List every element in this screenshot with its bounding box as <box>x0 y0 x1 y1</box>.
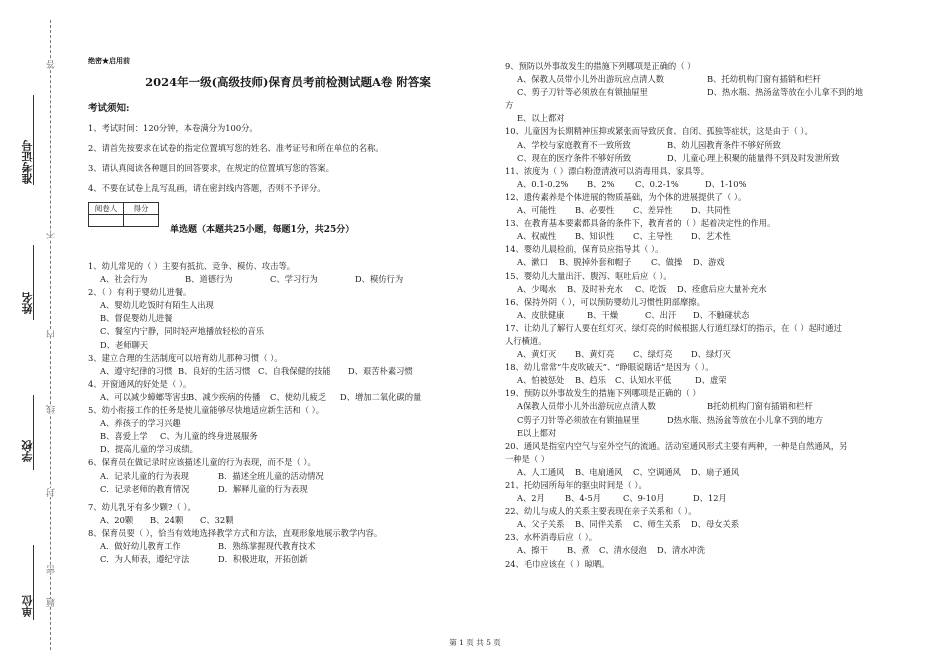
option-row <box>505 230 925 243</box>
question: 12、遗传素养是个体进展的物质基础，为个体的进展提供了（ ）。 <box>505 191 747 202</box>
question: 9、预防以外事故发生的措施下列哪项是正确的（ ） <box>505 61 696 71</box>
option[interactable]: D、模仿行为 <box>355 274 404 285</box>
option[interactable]: D、增加二氧化碳的量 <box>340 391 422 402</box>
question: 19、预防以外事故发生的措施下列哪项是正确的（ ） <box>505 388 701 399</box>
option[interactable]: D、艰苦朴素习惯 <box>348 365 413 376</box>
option[interactable]: B、电扇通风 <box>575 466 623 477</box>
option-row <box>505 178 925 191</box>
option[interactable]: C、自我保健的技能 <box>258 365 331 376</box>
question: 15、婴幼儿大量出汗、腹泻、呕吐后应（ ）。 <box>505 270 672 281</box>
option[interactable]: C、主导性 <box>633 231 673 242</box>
option[interactable]: D、老师聊天 <box>100 339 149 350</box>
school-label: 学校 <box>21 440 34 462</box>
option[interactable]: D、儿童心理上积聚的能量得不到及时发泄所致 <box>667 152 840 163</box>
school-field[interactable] <box>33 395 34 470</box>
option-row <box>88 553 488 566</box>
option[interactable]: A、皮肤健康 <box>517 309 565 320</box>
seal-mark: 线 <box>47 405 57 414</box>
option-row <box>88 514 488 527</box>
option[interactable]: B、喜爱上学 <box>100 431 148 442</box>
option[interactable]: B、良好的生活习惯 <box>178 365 251 376</box>
option[interactable]: D、虚荣 <box>695 375 727 386</box>
option[interactable]: C、学习行为 <box>270 274 318 285</box>
option[interactable]: D热水瓶、热汤盆等放在小儿拿不到的地方 <box>667 414 823 425</box>
notice-heading: 考试须知: <box>88 103 130 114</box>
question: 8、保育员要（ ），恰当有效地选择教学方式和方法，直观形象地展示教学内容。 <box>88 527 383 538</box>
option[interactable]: D、清水冲洗 <box>657 545 706 556</box>
unit-label: 单位 <box>21 595 34 617</box>
option-row <box>88 273 488 286</box>
question: 16、保持外阴（ ），可以预防婴幼儿习惯性阴部摩擦。 <box>505 296 705 307</box>
binding-strip <box>0 0 70 671</box>
question: 22、幼儿与成人的关系主要表现在亲子关系和（ ）。 <box>505 506 697 517</box>
option-row <box>88 430 488 443</box>
option[interactable]: C、9-10月 <box>623 493 665 504</box>
score-header: 得分 <box>124 203 159 215</box>
exam-title: 2024年一级(高级技师)保育员考前检测试题A卷 附答案 <box>145 75 431 89</box>
option[interactable]: A、少喝水 <box>517 283 557 294</box>
option[interactable]: A、可以减少蟑螂等害虫 <box>100 391 189 402</box>
option-row <box>505 256 925 269</box>
option[interactable]: C、0.2-1% <box>635 178 679 189</box>
exam-id-field[interactable] <box>33 95 34 185</box>
seal-mark: 答 <box>47 60 57 69</box>
page-number: 第 1 页 共 5 页 <box>449 638 501 647</box>
option[interactable]: A、遵守纪律的习惯 <box>100 365 173 376</box>
section-title: 单选题（本题共25小题，每题1分，共25分） <box>170 225 355 235</box>
question: 11、浓度为（ ）漂白粉澄清液可以消毒用具、家具等。 <box>505 165 710 176</box>
option[interactable]: A、黄灯灭 <box>517 349 557 360</box>
option[interactable]: A、父子关系 <box>517 519 565 530</box>
option[interactable]: C．记录老师的教育情况 <box>100 483 190 494</box>
option[interactable]: C、差异性 <box>633 205 673 216</box>
option[interactable]: B、干燥 <box>587 309 618 320</box>
option[interactable]: D、游戏 <box>693 257 725 268</box>
option-row <box>505 400 925 413</box>
option[interactable]: D、12月 <box>693 493 727 504</box>
option[interactable]: D、痊愈后应大量补充水 <box>677 283 767 294</box>
question-continuation: 人行横道。 <box>505 335 547 346</box>
name-field[interactable] <box>33 245 34 320</box>
notice-item: 1、考试时间：120分钟，本卷满分为100分。 <box>88 123 258 133</box>
grader-cell[interactable] <box>89 215 124 227</box>
option-row <box>88 483 488 496</box>
option[interactable]: B、道德行为 <box>185 274 233 285</box>
option[interactable]: D．解释儿童的行为表现 <box>218 483 308 494</box>
option[interactable]: C、32颗 <box>200 514 234 525</box>
score-section <box>88 202 488 260</box>
option-row <box>505 518 925 531</box>
option[interactable]: A、婴幼儿吃饭时有陌生人出现 <box>100 300 214 311</box>
option[interactable]: A、学校与家庭教育不一致所致 <box>517 139 631 150</box>
option[interactable]: A．做好幼儿教育工作 <box>100 540 181 551</box>
seal-mark: 封 <box>47 488 57 497</box>
option[interactable]: B、煮 <box>567 545 590 556</box>
option[interactable]: A、可能性 <box>517 205 557 216</box>
option-row <box>505 139 925 152</box>
option[interactable]: C、空调通风 <box>633 466 681 477</box>
option-row <box>505 374 925 387</box>
question: 7、幼儿乳牙有多少颗?（ ）。 <box>88 501 196 512</box>
question: 6、保育员在做记录时应该描述儿童的行为表现，而不是（ ）。 <box>88 457 316 468</box>
question: 21、托幼园所每年的驱虫时间是（ ）。 <box>505 480 647 490</box>
seal-mark: 题 <box>47 598 57 607</box>
option[interactable]: A、擦干 <box>517 545 548 556</box>
option[interactable]: B．描述全班儿童的活动情况 <box>218 470 324 481</box>
notice-item: 4、不要在试卷上乱写乱画，请在密封线内答题，否则不予评分。 <box>88 183 326 193</box>
right-column <box>505 60 925 571</box>
option[interactable]: D、艺术性 <box>691 231 731 242</box>
question: 20、通风是指室内空气与室外空气的流通。活动室通风形式主要有两种，一种是自然通风，另 <box>505 440 848 451</box>
option[interactable]: B、趋乐 <box>575 375 606 386</box>
question-continuation: 一种是（ ） <box>505 453 550 464</box>
question: 24、毛巾应该在（ ）晾晒。 <box>505 558 610 569</box>
option[interactable]: B、同伴关系 <box>575 519 623 530</box>
name-label: 姓名 <box>21 292 34 314</box>
option[interactable]: D、扇子通风 <box>691 466 740 477</box>
option[interactable]: C、现在的医疗条件不够好所致 <box>517 152 632 163</box>
option[interactable]: B、4-5月 <box>565 493 602 504</box>
option-row <box>505 204 925 217</box>
option-row <box>505 466 925 479</box>
option[interactable]: B．熟练掌握现代教育技术 <box>218 540 316 551</box>
option[interactable]: C、餐室内宁静，同时轻声地播放轻松的音乐 <box>100 326 264 337</box>
unit-field[interactable] <box>33 545 34 620</box>
option[interactable]: B、知识性 <box>575 231 615 242</box>
question: 13、在教育基本要素都具备的条件下，教育者的（ ）起着决定性的作用。 <box>505 218 776 229</box>
option[interactable]: A、人工通风 <box>517 466 565 477</box>
option-row <box>88 540 488 553</box>
option-row <box>505 73 925 86</box>
grader-header: 阅卷人 <box>89 203 124 215</box>
question: 23、水杯消毒后应（ ）。 <box>505 532 598 543</box>
option-row <box>505 86 925 99</box>
option[interactable]: C、为儿童的终身进展服务 <box>160 431 258 442</box>
option[interactable]: D、不触碰状态 <box>693 309 750 320</box>
notice-item: 3、请认真阅读各种题目的回答要求，在规定的位置填写您的答案。 <box>88 163 334 173</box>
option[interactable]: A、0.1-0.2% <box>517 178 569 189</box>
option[interactable]: A、怕被惩处 <box>517 375 565 386</box>
question-continuation: 方 <box>505 100 514 111</box>
option[interactable]: A、社会行为 <box>100 274 148 285</box>
option-row <box>505 309 925 322</box>
option[interactable]: B、托幼机构门窗有插销和栏杆 <box>707 74 821 85</box>
option[interactable]: D、1-10% <box>705 178 747 189</box>
question: 14、婴幼儿晨检前，保育员应指导其（ ）。 <box>505 244 664 255</box>
option[interactable]: C、做操 <box>651 257 683 268</box>
option[interactable]: C、认知水平低 <box>615 375 672 386</box>
option[interactable]: E、以上都对 <box>517 113 565 124</box>
option[interactable]: D．积极进取，开拓创新 <box>218 554 308 565</box>
option-row <box>88 365 488 378</box>
option[interactable]: D、热水瓶、热汤盆等放在小儿拿不到的地 <box>707 87 863 98</box>
option[interactable]: B、减少疾病的传播 <box>188 391 261 402</box>
exam-id-label: 准考证号 <box>21 140 34 184</box>
option-row <box>505 414 925 427</box>
seal-mark: 不 <box>47 230 57 239</box>
option[interactable]: A、保教人员带小儿外出游玩应点清人数 <box>517 74 665 85</box>
option[interactable]: C、出汗 <box>645 309 677 320</box>
option[interactable]: D、共同性 <box>691 205 731 216</box>
option[interactable]: C、剪子刀针等必须放在有锁抽屉里 <box>517 87 648 98</box>
option[interactable]: A、权威性 <box>517 231 557 242</box>
option[interactable]: E以上都对 <box>517 427 557 438</box>
seal-mark: 内 <box>47 330 57 339</box>
option[interactable]: B、必要性 <box>575 205 615 216</box>
option[interactable]: C、绿灯亮 <box>633 349 673 360</box>
question: 2、（ ）有利于婴幼儿进餐。 <box>88 287 192 298</box>
option[interactable]: A、漱口 <box>517 257 548 268</box>
option[interactable]: C．为人师表，遵纪守法 <box>100 554 190 565</box>
option-row <box>505 544 925 557</box>
option[interactable]: B、黄灯亮 <box>575 349 615 360</box>
option[interactable]: C剪子刀针等必须放在有锁抽屉里 <box>517 414 640 425</box>
confidential-mark: 绝密★启用前 <box>88 56 130 65</box>
question: 18、幼儿常常“牛皮吹破天”、“睁眼说瞎话”是因为（ ）。 <box>505 362 714 373</box>
option[interactable]: A、2月 <box>517 493 545 504</box>
option-row <box>505 152 925 165</box>
question: 4、开窗通风的好处是（ ）。 <box>88 378 192 389</box>
option[interactable]: A、20颗 <box>100 514 134 525</box>
notice-item: 2、请首先按要求在试卷的指定位置填写您的姓名、准考证号和所在单位的名称。 <box>88 143 384 153</box>
option-row <box>505 492 925 505</box>
option[interactable]: B、2% <box>587 178 615 189</box>
option[interactable]: B、督促婴幼儿进餐 <box>100 313 173 324</box>
question: 17、让幼儿了解行人要在红灯灭、绿灯亮的时候根据人行道红绿灯的指示，在（ ）起时通过 <box>505 322 842 333</box>
score-cell[interactable] <box>124 215 159 227</box>
question: 10、儿童因为长期精神压抑或紧张而导致厌食、自闭、孤独等症状，这是由于（ ）。 <box>505 126 813 137</box>
option[interactable]: B、及时补充水 <box>567 283 623 294</box>
option[interactable]: A、养孩子的学习兴趣 <box>100 418 181 429</box>
option[interactable]: D、母女关系 <box>691 519 740 530</box>
option[interactable]: B托幼机构门窗有插销和栏杆 <box>707 401 813 412</box>
score-table <box>88 202 159 227</box>
seal-mark: 密 <box>47 565 57 574</box>
option[interactable]: C、使幼儿疲乏 <box>270 391 327 402</box>
option[interactable]: B、24颗 <box>150 514 184 525</box>
option-row <box>88 391 488 404</box>
option[interactable]: C、师生关系 <box>633 519 681 530</box>
option[interactable]: B、幼儿园教育条件不够好所致 <box>667 139 781 150</box>
option[interactable]: D、绿灯灭 <box>691 349 731 360</box>
option-row <box>505 283 925 296</box>
option-row <box>505 348 925 361</box>
option[interactable]: C、吃饭 <box>635 283 667 294</box>
option[interactable]: D、提高儿童的学习成绩。 <box>100 444 198 455</box>
question: 1、幼儿常见的（ ）主要有抵抗、竞争、模仿、攻击等。 <box>88 261 296 271</box>
option[interactable]: B、脱掉外套和帽子 <box>559 257 632 268</box>
option[interactable]: A保教人员带小儿外出游玩应点清人数 <box>517 401 656 412</box>
option-row <box>88 470 488 483</box>
question: 5、幼小衔接工作的任务是使儿童能够尽快地适应新生活和（ ）。 <box>88 405 325 416</box>
option[interactable]: C、清水侵泡 <box>599 545 647 556</box>
question: 3、建立合理的生活制度可以培育幼儿那种习惯（ ）。 <box>88 352 283 363</box>
option[interactable]: A．记录儿童的行为表现 <box>100 470 189 481</box>
left-column <box>88 56 488 566</box>
